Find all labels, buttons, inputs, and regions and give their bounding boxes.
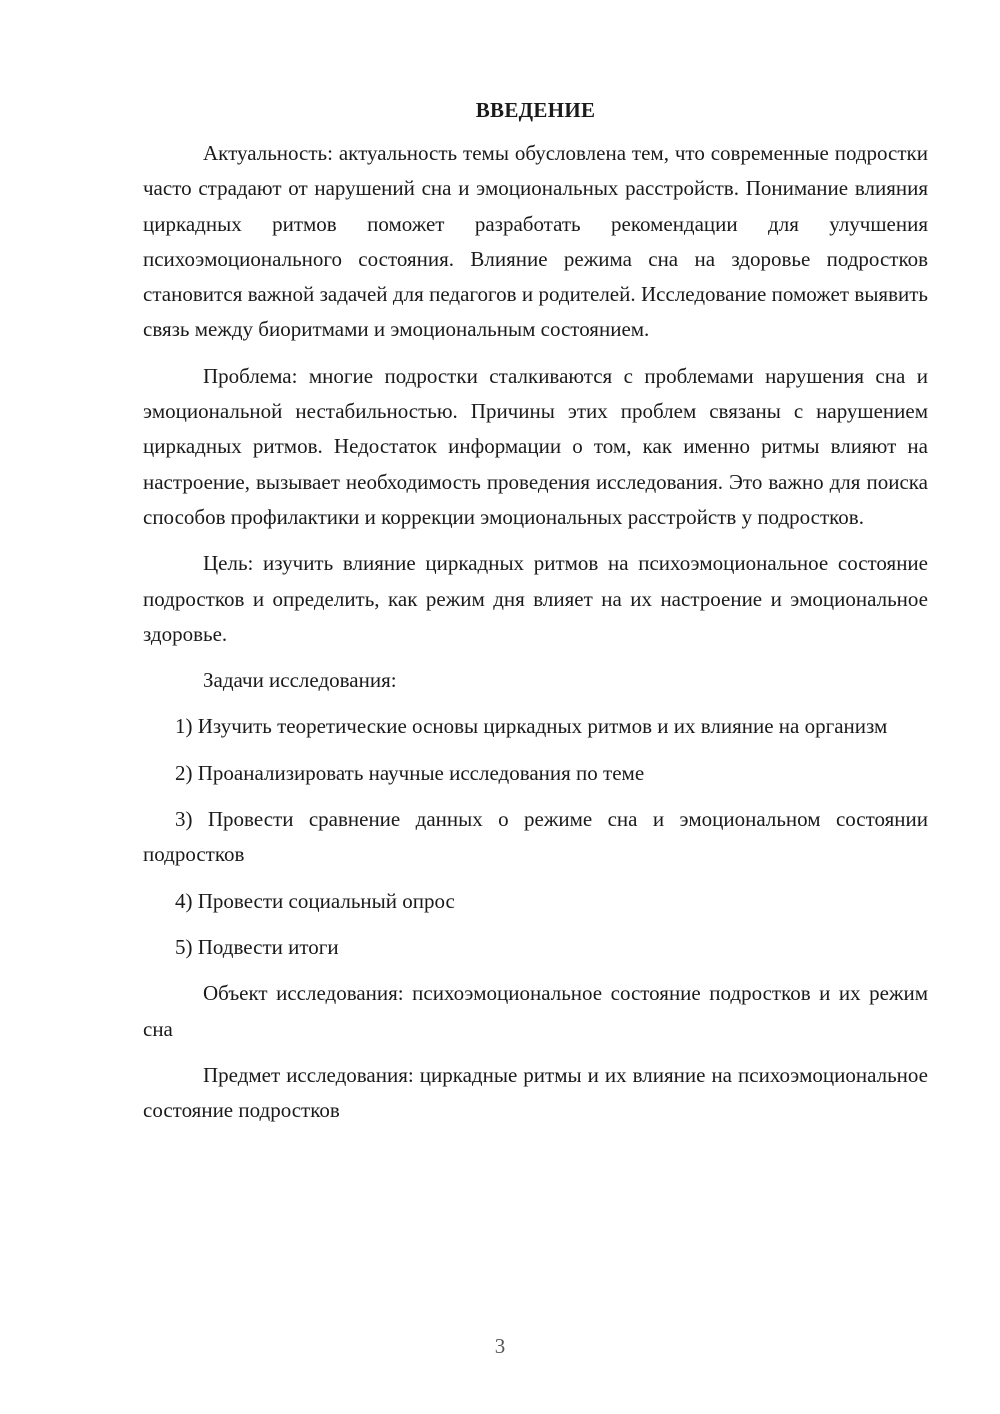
paragraph-goal: Цель: изучить влияние циркадных ритмов на психоэмоциональное состояние подростков и определить, как режим дня влияет на их настроение и эмоциональное здоровье. bbox=[143, 551, 928, 646]
list-item: 5) Подвести итоги bbox=[175, 934, 339, 959]
paragraph-subject: Предмет исследования: циркадные ритмы и их влияние на психоэмоциональное состояние подростков bbox=[143, 1062, 928, 1123]
tasks-heading: Задачи исследования: bbox=[203, 668, 397, 693]
list-item: 4) Провести социальный опрос bbox=[175, 888, 455, 913]
paragraph-problem: Проблема: многие подростки сталкиваются с проблемами нарушения сна и эмоциональной нестабильностью. Причины этих проблем связаны с нарушением циркадных ритмов. Недостаток информации о том, как именно ритмы влияют на настроение, вызывает необходимость проведения исследования. Это важно для поиска способов профилактики и коррекции эмоциональных расстройств у подростков. bbox=[143, 363, 928, 529]
paragraph-object: Объект исследования: психоэмоциональное состояние подростков и их режим сна bbox=[143, 981, 928, 1041]
page-number: 3 bbox=[494, 1334, 506, 1358]
list-item: 2) Проанализировать научные исследования по теме bbox=[175, 760, 645, 785]
list-item: 1) Изучить теоретические основы циркадных ритмов и их влияние на организм bbox=[175, 714, 888, 739]
document-page bbox=[143, 96, 928, 1139]
tasks-list bbox=[143, 709, 928, 965]
page-title: ВВЕДЕНИЕ bbox=[475, 98, 596, 122]
paragraph-relevance: Актуальность: актуальность темы обусловлена тем, что современные подростки часто страдают от нарушений сна и эмоциональных расстройств. Понимание влияния циркадных ритмов поможет разработать рекомендации для улучшения психоэмоционального состояния. Влияние режима сна на здоровье подростков становится важной задачей для педагогов и родителей. Исследование поможет выявить связь между биоритмами и эмоциональным состоянием. bbox=[143, 141, 928, 342]
list-item: 3) Провести сравнение данных о режиме сна и эмоциональном состоянии подростков bbox=[143, 807, 928, 867]
